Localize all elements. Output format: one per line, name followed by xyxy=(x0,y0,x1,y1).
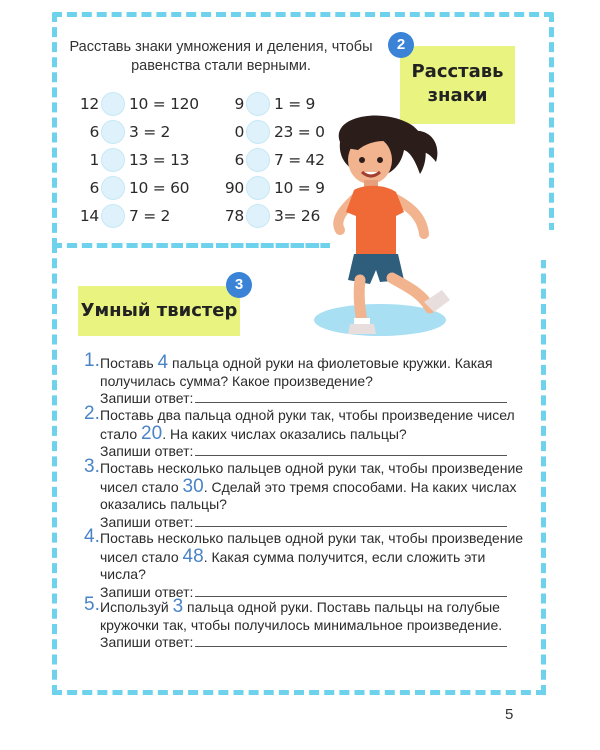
task-item: 4. Поставь несколько пальцев одной руки так, чтобы произведение чисел стало 48. Какая сумма получится, если сложить эти числа? Запиши ответ: xyxy=(84,526,524,600)
sign-circle[interactable] xyxy=(101,176,125,200)
task-item: 2. Поставь два пальца одной руки так, чтобы произведение чисел стало 20. На каких числах оказались пальцы? Запиши ответ: xyxy=(84,407,524,461)
sign-circle[interactable] xyxy=(246,148,270,172)
exercise-number-badge: 3 xyxy=(226,272,252,298)
answer-line: Запиши ответ: xyxy=(84,443,524,461)
title-line: Расставь xyxy=(411,61,504,82)
answer-field[interactable] xyxy=(195,584,507,597)
task-item: 1. Поставь 4 пальца одной руки на фиолетовые кружки. Какая получилась сумма? Какое произведение? Запиши ответ: xyxy=(84,354,524,408)
answer-line: Запиши ответ: xyxy=(84,514,524,532)
sign-circle[interactable] xyxy=(101,120,125,144)
exercise-3-title: Умный твистер xyxy=(78,286,240,336)
task-item: 3. Поставь несколько пальцев одной руки так, чтобы произведение чисел стало 30. Сделай это тремя способами. На каких числах оказались пальцы? Запиши ответ: xyxy=(84,456,524,530)
answer-field[interactable] xyxy=(195,443,507,456)
answer-field[interactable] xyxy=(195,390,507,403)
sign-circle[interactable] xyxy=(246,120,270,144)
answer-field[interactable] xyxy=(195,514,507,527)
sign-circle[interactable] xyxy=(246,92,270,116)
sign-circle[interactable] xyxy=(101,148,125,172)
answer-line: Запиши ответ: xyxy=(84,390,524,408)
sign-circle[interactable] xyxy=(101,92,125,116)
exercise-2-instruction: Расставь знаки умножения и деления, чтобы равенства стали верными. xyxy=(69,39,373,74)
sign-circle[interactable] xyxy=(246,176,270,200)
exercise-number-badge: 2 xyxy=(388,32,414,58)
answer-field[interactable] xyxy=(195,634,507,647)
page-number: 5 xyxy=(505,706,514,723)
task-item: 5. Используй 3 пальца одной руки. Поставь пальцы на голубые кружочки так, чтобы получилось минимальное произведение. Запиши ответ: xyxy=(84,598,524,652)
title-line: знаки xyxy=(427,85,488,106)
sign-circle[interactable] xyxy=(246,204,270,228)
running-girl-illustration xyxy=(300,112,460,348)
answer-line: Запиши ответ: xyxy=(84,584,524,602)
sign-circle[interactable] xyxy=(101,204,125,228)
answer-line: Запиши ответ: xyxy=(84,634,524,652)
